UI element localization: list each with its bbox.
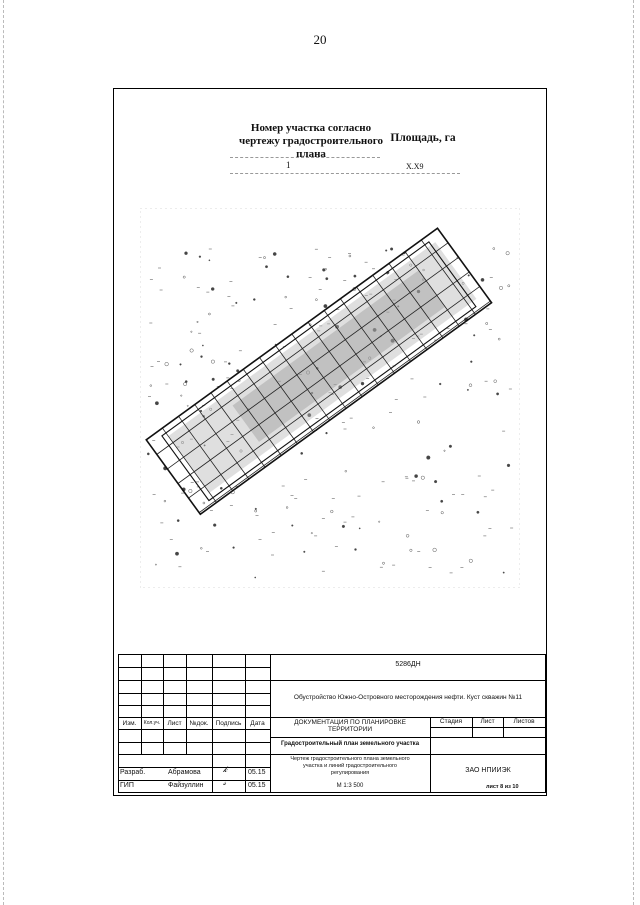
terrain-symbol <box>373 427 375 429</box>
terrain-symbol <box>287 276 289 278</box>
terrain-symbol <box>441 500 443 502</box>
terrain-symbol <box>503 572 504 573</box>
terrain-symbol <box>200 547 202 549</box>
terrain-symbol <box>361 382 364 385</box>
terrain-symbol <box>155 402 158 405</box>
terrain-symbol <box>164 500 166 502</box>
terrain-symbol <box>233 547 235 549</box>
terrain-symbol <box>285 296 287 298</box>
col-header: Подпись <box>215 720 242 727</box>
terrain-symbol <box>211 360 214 363</box>
terrain-symbol <box>197 321 198 322</box>
terrain-symbol <box>155 564 156 565</box>
terrain-symbol <box>444 450 445 451</box>
terrain-symbol <box>304 551 306 553</box>
sign-date: 05.15 <box>248 782 266 789</box>
terrain-symbol <box>202 345 203 346</box>
terrain-symbol <box>236 370 239 373</box>
project-name: Обустройство Южно-Островного месторождения нефти. Куст скважин №11 <box>293 694 523 701</box>
person-name: Файзуллин <box>168 782 204 789</box>
terrain-symbol <box>507 464 510 467</box>
terrain-symbol <box>286 507 288 509</box>
terrain-symbol <box>213 524 216 527</box>
role-label: Разраб. <box>120 769 146 776</box>
terrain-symbol <box>208 313 210 315</box>
doc-title: ДОКУМЕНТАЦИЯ ПО ПЛАНИРОВКЕ ТЕРРИТОРИИ <box>294 719 406 733</box>
grid-line <box>178 272 469 484</box>
person-name: Абрамова <box>168 769 201 776</box>
terrain-symbol <box>382 562 384 564</box>
sheet-header: Лист <box>480 718 495 725</box>
col-header: Лист <box>167 720 182 727</box>
area-table-header-plot: Номер участка согласно чертежу градостроительного плана <box>239 122 383 160</box>
terrain-symbol <box>181 395 182 396</box>
terrain-symbol <box>493 248 495 250</box>
terrain-symbol <box>147 453 149 455</box>
terrain-symbol <box>467 389 468 390</box>
terrain-symbol <box>486 322 488 324</box>
terrain-symbol <box>190 349 193 352</box>
terrain-symbol <box>326 432 328 434</box>
drawing-scale: М 1:3 500 <box>336 783 364 789</box>
terrain-symbol <box>184 383 187 386</box>
terrain-symbol <box>150 385 152 387</box>
terrain-symbol <box>292 525 294 527</box>
page-number: 20 <box>313 32 327 47</box>
terrain-symbol <box>354 275 356 277</box>
terrain-symbol <box>390 248 393 251</box>
terrain-symbol <box>165 362 169 366</box>
terrain-symbol <box>468 275 470 277</box>
terrain-symbol <box>201 356 203 358</box>
terrain-symbol <box>449 445 452 448</box>
title-block <box>118 654 546 793</box>
terrain-symbol <box>469 384 472 387</box>
terrain-symbol <box>199 256 201 258</box>
plot-grid <box>146 228 491 514</box>
terrain-symbol <box>342 525 345 528</box>
sheet-info: лист 8 из 10 <box>486 784 519 790</box>
terrain-symbol <box>326 278 328 280</box>
area-table-divider <box>230 173 460 174</box>
terrain-symbol <box>434 480 437 483</box>
stage-header: Стадия <box>439 718 463 725</box>
terrain-symbol <box>496 393 498 395</box>
terrain-symbol <box>185 252 188 255</box>
sheets-header: Листов <box>513 718 535 725</box>
terrain-symbol <box>255 577 256 578</box>
area-table-divider <box>230 157 380 158</box>
terrain-symbol <box>421 476 424 479</box>
terrain-symbol <box>322 269 325 272</box>
hatched-zone <box>233 270 446 442</box>
terrain-symbol <box>379 521 380 522</box>
terrain-symbol <box>427 456 431 460</box>
terrain-symbol <box>183 276 185 278</box>
terrain-symbol <box>209 260 210 261</box>
terrain-symbol <box>469 559 472 562</box>
terrain-symbol <box>177 520 179 522</box>
terrain-symbol <box>189 489 192 492</box>
terrain-symbol <box>355 549 357 551</box>
terrain-symbol <box>273 252 276 255</box>
company-name: ЗАО НПИИЭК <box>465 767 511 774</box>
role-label: ГИП <box>120 782 134 789</box>
terrain-symbol <box>253 299 255 301</box>
terrain-symbol <box>255 508 257 510</box>
signature: 𝓀 <box>223 765 228 774</box>
terrain-symbol <box>175 552 178 555</box>
terrain-symbol <box>385 250 387 252</box>
terrain-symbol <box>473 335 475 337</box>
terrain-symbol <box>441 512 443 514</box>
terrain-symbol <box>415 475 418 478</box>
terrain-symbol <box>211 288 214 291</box>
terrain-symbol <box>433 548 437 552</box>
col-header: Кол.уч. <box>143 720 161 726</box>
terrain-symbol <box>203 502 205 504</box>
document-code: 5286ДН <box>395 661 421 668</box>
site-plan-drawing <box>140 208 520 588</box>
terrain-symbol <box>324 304 327 307</box>
terrain-symbol <box>508 285 510 287</box>
doc-subtitle: Градостроительный план земельного участка <box>280 741 420 747</box>
terrain-symbol <box>417 421 420 424</box>
col-header: Дата <box>250 720 265 727</box>
terrain-symbol <box>506 252 509 255</box>
terrain-symbol <box>359 528 360 529</box>
terrain-symbol <box>265 266 267 268</box>
area-table-header-area: Площадь, га <box>390 132 456 144</box>
terrain-symbol <box>236 302 238 304</box>
terrain-symbol <box>301 452 303 454</box>
terrain-symbol <box>191 331 192 332</box>
terrain-symbol <box>349 255 351 257</box>
terrain-symbol <box>499 286 502 289</box>
terrain-symbol <box>406 534 409 537</box>
terrain-symbol <box>477 511 479 513</box>
col-header: №док. <box>189 720 209 727</box>
terrain-symbol <box>439 383 441 385</box>
area-table-area-value: Х.Х9 <box>406 162 424 171</box>
signature: 𝓈 <box>223 778 226 787</box>
terrain-symbol <box>220 487 222 489</box>
col-header: Изм. <box>122 720 137 727</box>
terrain-symbol <box>345 470 347 472</box>
terrain-symbol <box>410 549 412 551</box>
area-table-plot-number: 1 <box>286 160 291 170</box>
terrain-symbol <box>315 299 317 301</box>
sign-date: 05.15 <box>248 769 266 776</box>
scan-edge-right <box>633 0 635 905</box>
terrain-symbol <box>212 378 215 381</box>
terrain-symbol <box>498 338 500 340</box>
terrain-symbol <box>187 405 188 406</box>
terrain-symbol <box>470 361 472 363</box>
terrain-symbol <box>494 380 497 383</box>
terrain-symbol <box>180 364 182 366</box>
terrain-symbol <box>481 278 484 281</box>
scan-edge-left <box>3 0 5 905</box>
terrain-symbol <box>263 257 265 259</box>
terrain-symbol <box>311 532 312 533</box>
terrain-symbol <box>228 363 230 365</box>
terrain-symbol <box>255 510 257 512</box>
drawing-title: Чертеж градостроительного плана земельного участка и линий градостроительного регулирования <box>290 756 410 776</box>
terrain-symbol <box>331 510 334 513</box>
